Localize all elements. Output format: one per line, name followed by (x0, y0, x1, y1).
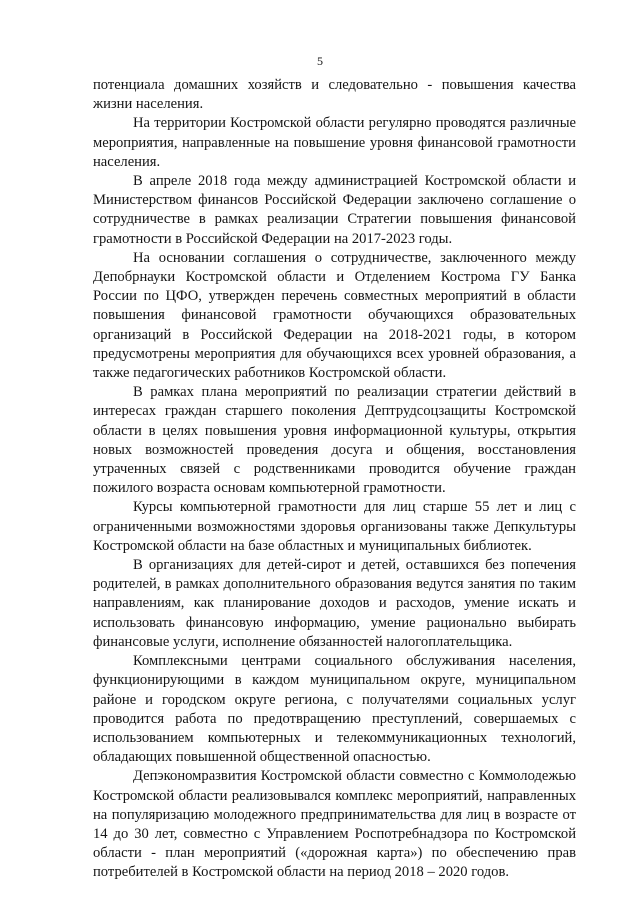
document-body (93, 76, 576, 883)
paragraph: Курсы компьютерной грамотности для лиц старше 55 лет и лиц с ограниченными возможностями здоровья организованы также Депкультуры Костромской области на базе областных и муниципальных библиотек. (93, 499, 576, 554)
paragraph: Депэкономразвития Костромской области совместно с Коммолодежью Костромской области реализовывался комплекс мероприятий, направленных на популяризацию молодежного предпринимательства для лиц в возрасте от 14 до 30 лет, совместно с Управлением Роспотребнадзора по Костромской области - план мероприятий («дорожная карта») по обеспечению прав потребителей в Костромской области на период 2018 – 2020 годов. (93, 768, 576, 881)
paragraph: На территории Костромской области регулярно проводятся различные мероприятия, направленные на повышение уровня финансовой грамотности населения. (93, 115, 576, 170)
paragraph: В апреле 2018 года между администрацией Костромской области и Министерством финансов Российской Федерации заключено соглашение о сотрудничестве в рамках реализации Стратегии повышения финансовой грамотности в Российской Федерации на 2017-2023 годы. (93, 173, 576, 247)
paragraph: На основании соглашения о сотрудничестве, заключенного между Депобрнауки Костромской области и Отделением Кострома ГУ Банка России по ЦФО, утвержден перечень совместных мероприятий в области повышения финансовой грамотности обучающихся образовательных организаций в Российской Федерации на 2018-2021 годы, в котором предусмотрены мероприятия для обучающихся всех уровней образования, а также педагогических работников Костромской области. (93, 249, 576, 382)
paragraph: В рамках плана мероприятий по реализации стратегии действий в интересах граждан старшего поколения Дептрудсоцзащиты Костромской области в целях повышения уровня информационной культуры, открытия новых возможностей проведения досуга и общения, восстановления утраченных связей с родственниками проводится обучение граждан пожилого возраста основам компьютерной грамотности. (93, 384, 576, 497)
paragraph-continuation: потенциала домашних хозяйств и следовательно - повышения качества жизни населения. (93, 77, 576, 113)
paragraph: Комплексными центрами социального обслуживания населения, функционирующими в каждом муниципальном округе, муниципальном районе и городском округе региона, с получателями социальных услуг проводится работа по предотвращению преступлений, совершаемых с использованием компьютерных и телекоммуникационных технологий, обладающих повышенной общественной опасностью. (93, 653, 576, 766)
paragraph: В организациях для детей-сирот и детей, оставшихся без попечения родителей, в рамках дополнительного образования ведутся занятия по таким направлениям, как планирование доходов и расходов, умение искать и использовать финансовую информацию, умение рационально выбирать финансовые услуги, исполнение обязанностей налогоплательщика. (93, 557, 576, 650)
page-number: 5 (317, 54, 323, 68)
